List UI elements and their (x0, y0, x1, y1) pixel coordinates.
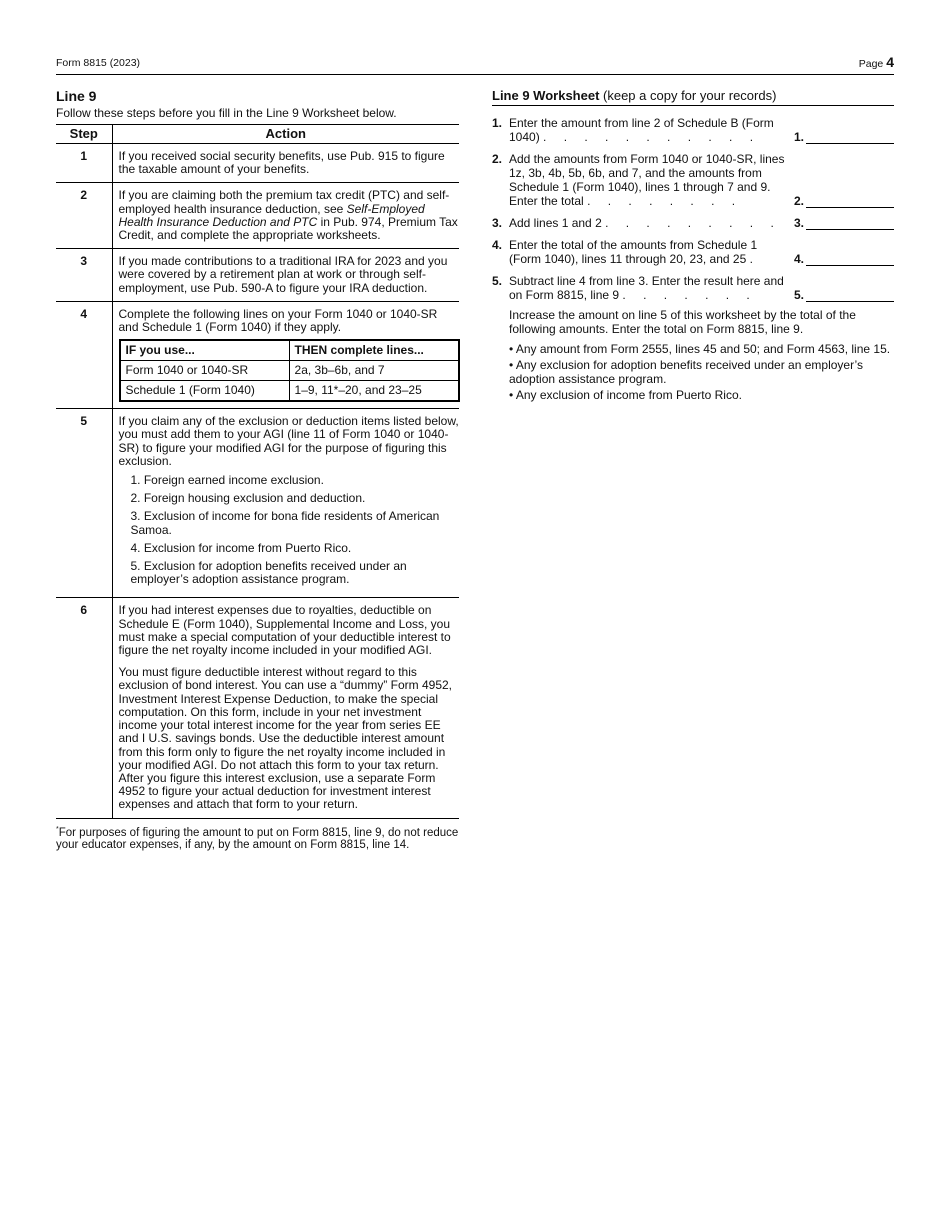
step-number: 6 (56, 598, 112, 818)
line-text: Enter the total of the amounts from Schedule 1 (Form 1040), lines 11 through 20, 23, and 25 (509, 238, 758, 266)
table-row (56, 249, 459, 302)
table-row (56, 144, 459, 183)
entry-label: 2. (793, 194, 804, 208)
page-number (859, 54, 894, 70)
form-id: Form 8815 (2023) (56, 57, 141, 69)
entry-field-4[interactable] (806, 253, 894, 266)
step-text-part: in Pub. 974, Premium Tax Credit, and complete the appropriate worksheets. (118, 214, 458, 243)
entry-field-1[interactable] (806, 131, 894, 144)
sub-cell: 2a, 3b–6b, and 7 (289, 361, 458, 381)
worksheet-title-bold: Line 9 Worksheet (492, 88, 600, 103)
footnote-text: For purposes of figuring the amount to put on Form 8815, line 9, do not reduce your educator expenses, if any, by the amount on Form 8815, line 14. (56, 826, 459, 852)
leader-dots: . . . . . . . . (587, 194, 743, 208)
step-text: If you claim any of the exclusion or deduction items listed below, you must add them to your AGI (line 11 of Form 1040 or 1040-SR) to figure your modified AGI for the purpose of figuring this exclusion. (118, 414, 459, 468)
worksheet-title (492, 88, 894, 106)
table-row (56, 301, 459, 408)
entry-label: 5. (793, 288, 804, 302)
step-number: 2 (56, 183, 112, 249)
list-item: 1. Foreign earned income exclusion. (130, 473, 324, 488)
table-row (56, 598, 459, 818)
line-text: Subtract line 4 from line 3. Enter the result here and on Form 8815, line 9 (509, 274, 784, 302)
footnote (56, 823, 459, 853)
col-step-header: Step (56, 125, 112, 144)
line-number: 3. (492, 216, 503, 230)
line-number: 4. (492, 238, 503, 252)
line-number: 1. (492, 116, 503, 130)
steps-table (56, 124, 459, 819)
step-text-part: If you are claiming both the premium tax credit (PTC) and self-employed health insurance deduction, see (118, 188, 450, 216)
line-text: Add lines 1 and 2 (509, 216, 602, 230)
col-action-header: Action (112, 125, 459, 144)
step-text: You must figure deductible interest without regard to this exclusion of bond interest. You can use a “dummy” Form 4952, Investment Interest Expense Deduction, to make the special computation. On this form, include in your net investment income your total interest income for the year from series EE and I U.S. savings bonds. Use the deductible interest amount from this form only to figure the net royalty income included in your modified AGI. Do not attach this form to your tax return. After you figure this interest exclusion, use a separate Form 4952 to figure your actual deduction for investment interest expenses and attach that form to your return. (118, 665, 453, 812)
step-text: Complete the following lines on your Form 1040 or 1040-SR and Schedule 1 (Form 1040) if they apply. (118, 306, 438, 335)
sub-cell: Schedule 1 (Form 1040) (120, 381, 290, 402)
line-number: 2. (492, 152, 503, 166)
lines-subtable (119, 339, 460, 402)
leader-dots: . (749, 252, 760, 266)
sub-header: IF you use... (120, 340, 290, 361)
step-text: If you had interest expenses due to royalties, deductible on Schedule E (Form 1040), Supplemental Income and Loss, you must make a special computation of your deductible interest to figure the net royalty income included in your modified AGI. (118, 603, 451, 658)
table-row (56, 409, 459, 598)
page-label: Page (858, 58, 884, 70)
worksheet-title-rest: (keep a copy for your records) (599, 88, 777, 103)
step-number: 4 (56, 301, 112, 408)
worksheet-line-2 (492, 152, 894, 208)
entry-field-5[interactable] (806, 289, 894, 302)
leader-dots: . . . . . . . (622, 288, 757, 302)
line9-instructions (56, 88, 459, 864)
section-intro: Follow these steps before you fill in the Line 9 Worksheet below. (56, 106, 397, 120)
list-item: 5. Exclusion for adoption benefits received under an employer’s adoption assistance program. (130, 559, 407, 587)
list-item: 3. Exclusion of income for bona fide residents of American Samoa. (130, 509, 440, 537)
bullet-item: • Any exclusion of income from Puerto Rico. (509, 388, 742, 402)
line-text: Enter the amount from line 2 of Schedule B (Form 1040) (509, 116, 774, 144)
worksheet-note: Increase the amount on line 5 of this worksheet by the total of the following amounts. Enter the total on Form 8815, line 9. (509, 308, 856, 336)
entry-field-2[interactable] (806, 195, 894, 208)
sub-cell: Form 1040 or 1040-SR (120, 361, 290, 381)
section-title: Line 9 (56, 88, 97, 104)
leader-dots: . . . . . . . . . (605, 216, 781, 230)
footnote-mark: * (56, 825, 59, 833)
page-header (56, 56, 894, 75)
entry-label: 4. (793, 252, 804, 266)
list-item: 2. Foreign housing exclusion and deduction. (130, 491, 366, 506)
line9-worksheet (492, 88, 894, 404)
step-text (119, 189, 460, 242)
list-item: 4. Exclusion for income from Puerto Rico. (130, 540, 352, 555)
worksheet-line-5 (492, 274, 894, 302)
step-text: If you made contributions to a traditional IRA for 2023 and you were covered by a retirement plan at work or through self-employment, use Pub. 590-A to figure your IRA deduction. (118, 254, 448, 295)
step-number: 3 (56, 249, 112, 302)
entry-label: 1. (793, 130, 804, 144)
leader-dots: . . . . . . . . . . . (543, 130, 761, 144)
entry-field-3[interactable] (806, 217, 894, 230)
bullet-item: • Any exclusion for adoption benefits received under an employer’s adoption assistance program. (509, 358, 863, 386)
page-num: 4 (886, 54, 894, 70)
step-text: If you received social security benefits, use Pub. 915 to figure the taxable amount of your benefits. (118, 149, 445, 177)
step-number: 1 (56, 144, 112, 183)
exclusion-list (119, 474, 460, 586)
worksheet-line-4 (492, 238, 894, 266)
sub-cell: 1–9, 11*–20, and 23–25 (289, 381, 458, 402)
worksheet-line-1 (492, 116, 894, 144)
line-number: 5. (492, 274, 503, 288)
sub-header: THEN complete lines... (289, 340, 458, 361)
step-text-italic: Self-Employed Health Insurance Deduction and PTC (118, 201, 425, 229)
entry-label: 3. (793, 216, 804, 230)
bullet-item: • Any amount from Form 2555, lines 45 and 50; and Form 4563, line 15. (509, 342, 891, 356)
step-number: 5 (56, 409, 112, 598)
worksheet-line-3 (492, 216, 894, 230)
line-text: Add the amounts from Form 1040 or 1040-SR, lines 1z, 3b, 4b, 5b, 6b, and 7, and the amounts from Schedule 1 (Form 1040), lines 1 through 7 and 9. Enter the total (509, 152, 785, 208)
table-row (56, 183, 459, 249)
